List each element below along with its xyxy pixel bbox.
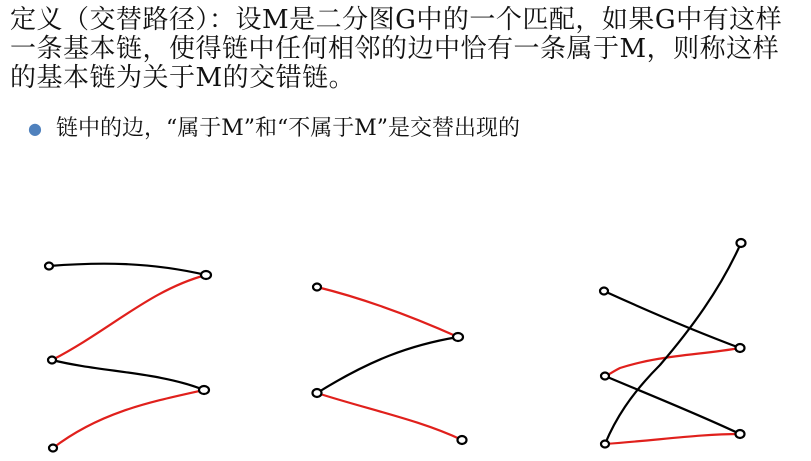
definition-text: 定义（交替路径）：设M是二分图G中的一个匹配，如果G中有这样一条基本链，使得链中任何相邻的边中恰有一条属于M，则称这样的基本链为关于M的交错链。: [10, 5, 783, 93]
f3-node-right-1: [736, 344, 745, 352]
f3-node-right-2: [736, 430, 745, 438]
f1-node-left-1: [45, 263, 53, 270]
f1-edge-black-middle: [52, 360, 204, 390]
f1-node-left-3: [49, 445, 57, 452]
f3-node-top: [737, 239, 746, 247]
f2-edge-red-bottom: [317, 393, 462, 440]
f1-node-right-1: [201, 271, 211, 279]
bullet-text: 链中的边，“属于M”和“不属于M”是交替出现的: [55, 116, 521, 141]
f2-node-right-1: [453, 333, 463, 341]
f3-node-left-3: [601, 441, 609, 448]
f3-edge-red-upper: [605, 348, 740, 376]
f1-node-left-2: [48, 357, 56, 364]
f1-node-right-2: [199, 386, 209, 394]
bullet-dot-icon: ●: [28, 119, 42, 138]
figure-2: [313, 284, 467, 445]
f3-node-left-1: [600, 288, 608, 295]
f2-node-right-2: [458, 436, 467, 444]
f3-edge-black-long: [605, 243, 741, 444]
f1-edge-red-lower: [53, 390, 204, 448]
f2-edge-red-top: [317, 287, 458, 337]
f2-node-left-2: [313, 389, 322, 397]
f3-edge-black-top: [604, 291, 740, 348]
figure-3: [600, 239, 746, 448]
f2-node-left-1: [313, 284, 321, 291]
f1-edge-black-top: [49, 264, 206, 275]
figure-1: [45, 263, 211, 452]
f1-edge-red-upper: [52, 275, 206, 360]
f3-edge-red-bottom: [605, 434, 740, 444]
f2-edge-black-middle: [317, 337, 458, 393]
f3-node-left-2: [601, 373, 609, 380]
